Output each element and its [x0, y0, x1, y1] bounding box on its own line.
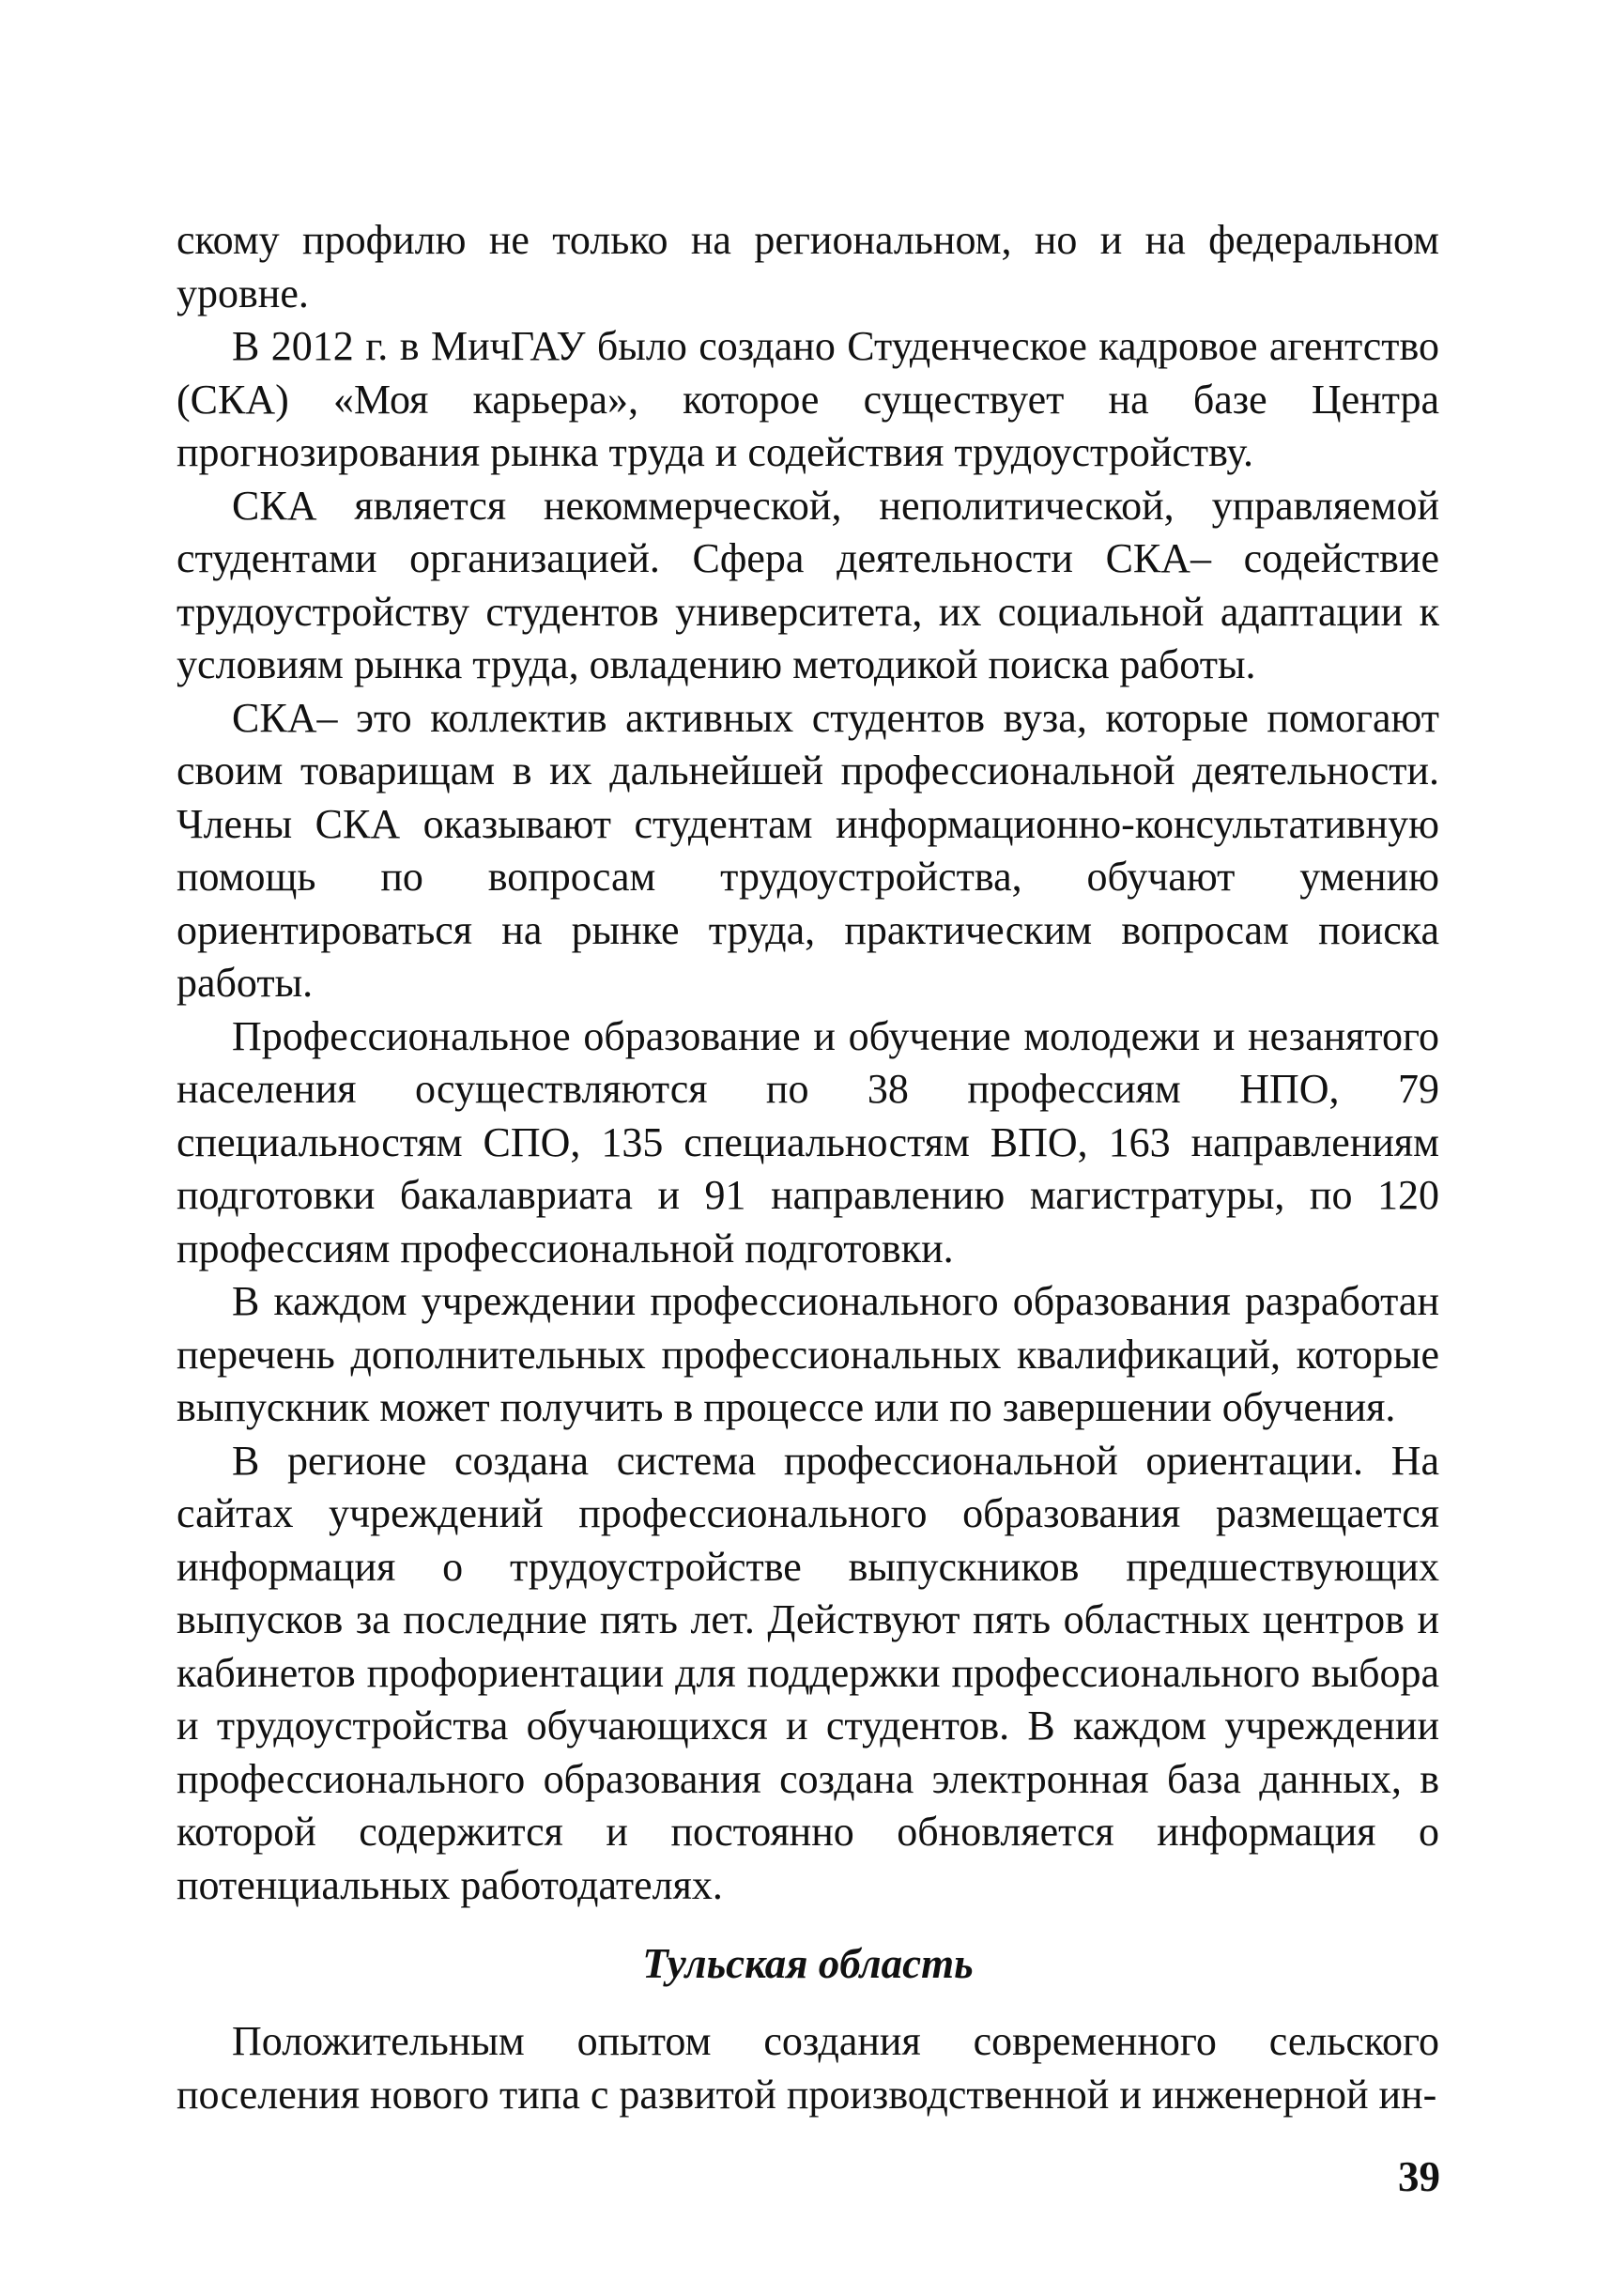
paragraph-ska-founding: В 2012 г. в МичГАУ было создано Студенческое кадровое агентство (СКА) «Моя карьера», которое существует на базе Центра прогнозирования рынка труда и содействия трудоустройству.: [177, 323, 1439, 475]
page-number: 39: [1398, 2153, 1440, 2200]
paragraph-professional-education: Профессиональное образование и обучение молодежи и незанятого населения осуществляются по 38 профессиям НПО, 79 специальностям СПО, 135 специальностям ВПО, 163 направлениям подготовки бакалавриата и 91 направлению магистратуры, по 120 профессиям профессиональной подготовки.: [177, 1012, 1439, 1271]
paragraph-ska-description: СКА является некоммерческой, неполитической, управляемой студентами организацией. Сфера деятельности СКА– содействие трудоустройству студентов университета, их социальной адаптации к условиям рынка труда, овладению методикой поиска работы.: [177, 482, 1439, 687]
paragraph-tula-region: Положительным опытом создания современного сельского поселения нового типа с развитой производственной и инженерной ин-: [177, 2018, 1439, 2118]
paragraph-qualifications: В каждом учреждении профессионального образования разработан перечень дополнительных профессиональных квалификаций, которые выпускник может получить в процессе или по завершении обучения.: [177, 1278, 1439, 1430]
paragraph-continuation: скому профилю не только на региональном, но и на федеральном уровне.: [177, 217, 1439, 316]
paragraph-ska-members: СКА– это коллектив активных студентов вуза, которые помогают своим товарищам в их дальнейшей профессиональной деятельности. Члены СКА оказывают студентам информационно-консультативную помощь по вопросам трудоустройства, обучают умению ориентироваться на рынке труда, практическим вопросам поиска работы.: [177, 694, 1439, 1006]
paragraph-career-orientation: В регионе создана система профессиональной ориентации. На сайтах учреждений профессионального образования размещается информация о трудоустройстве выпускников предшествующих выпусков за последние пять лет. Действуют пять областных центров и кабинетов профориентации для поддержки профессионального выбора и трудоустройства обучающихся и студентов. В каждом учреждении профессионального образования создана электронная база данных, в которой содержится и постоянно обновляется информация о потенциальных работодателях.: [177, 1437, 1439, 1908]
page-body: [177, 214, 1439, 2121]
section-heading: Тульская область: [642, 1940, 974, 1987]
